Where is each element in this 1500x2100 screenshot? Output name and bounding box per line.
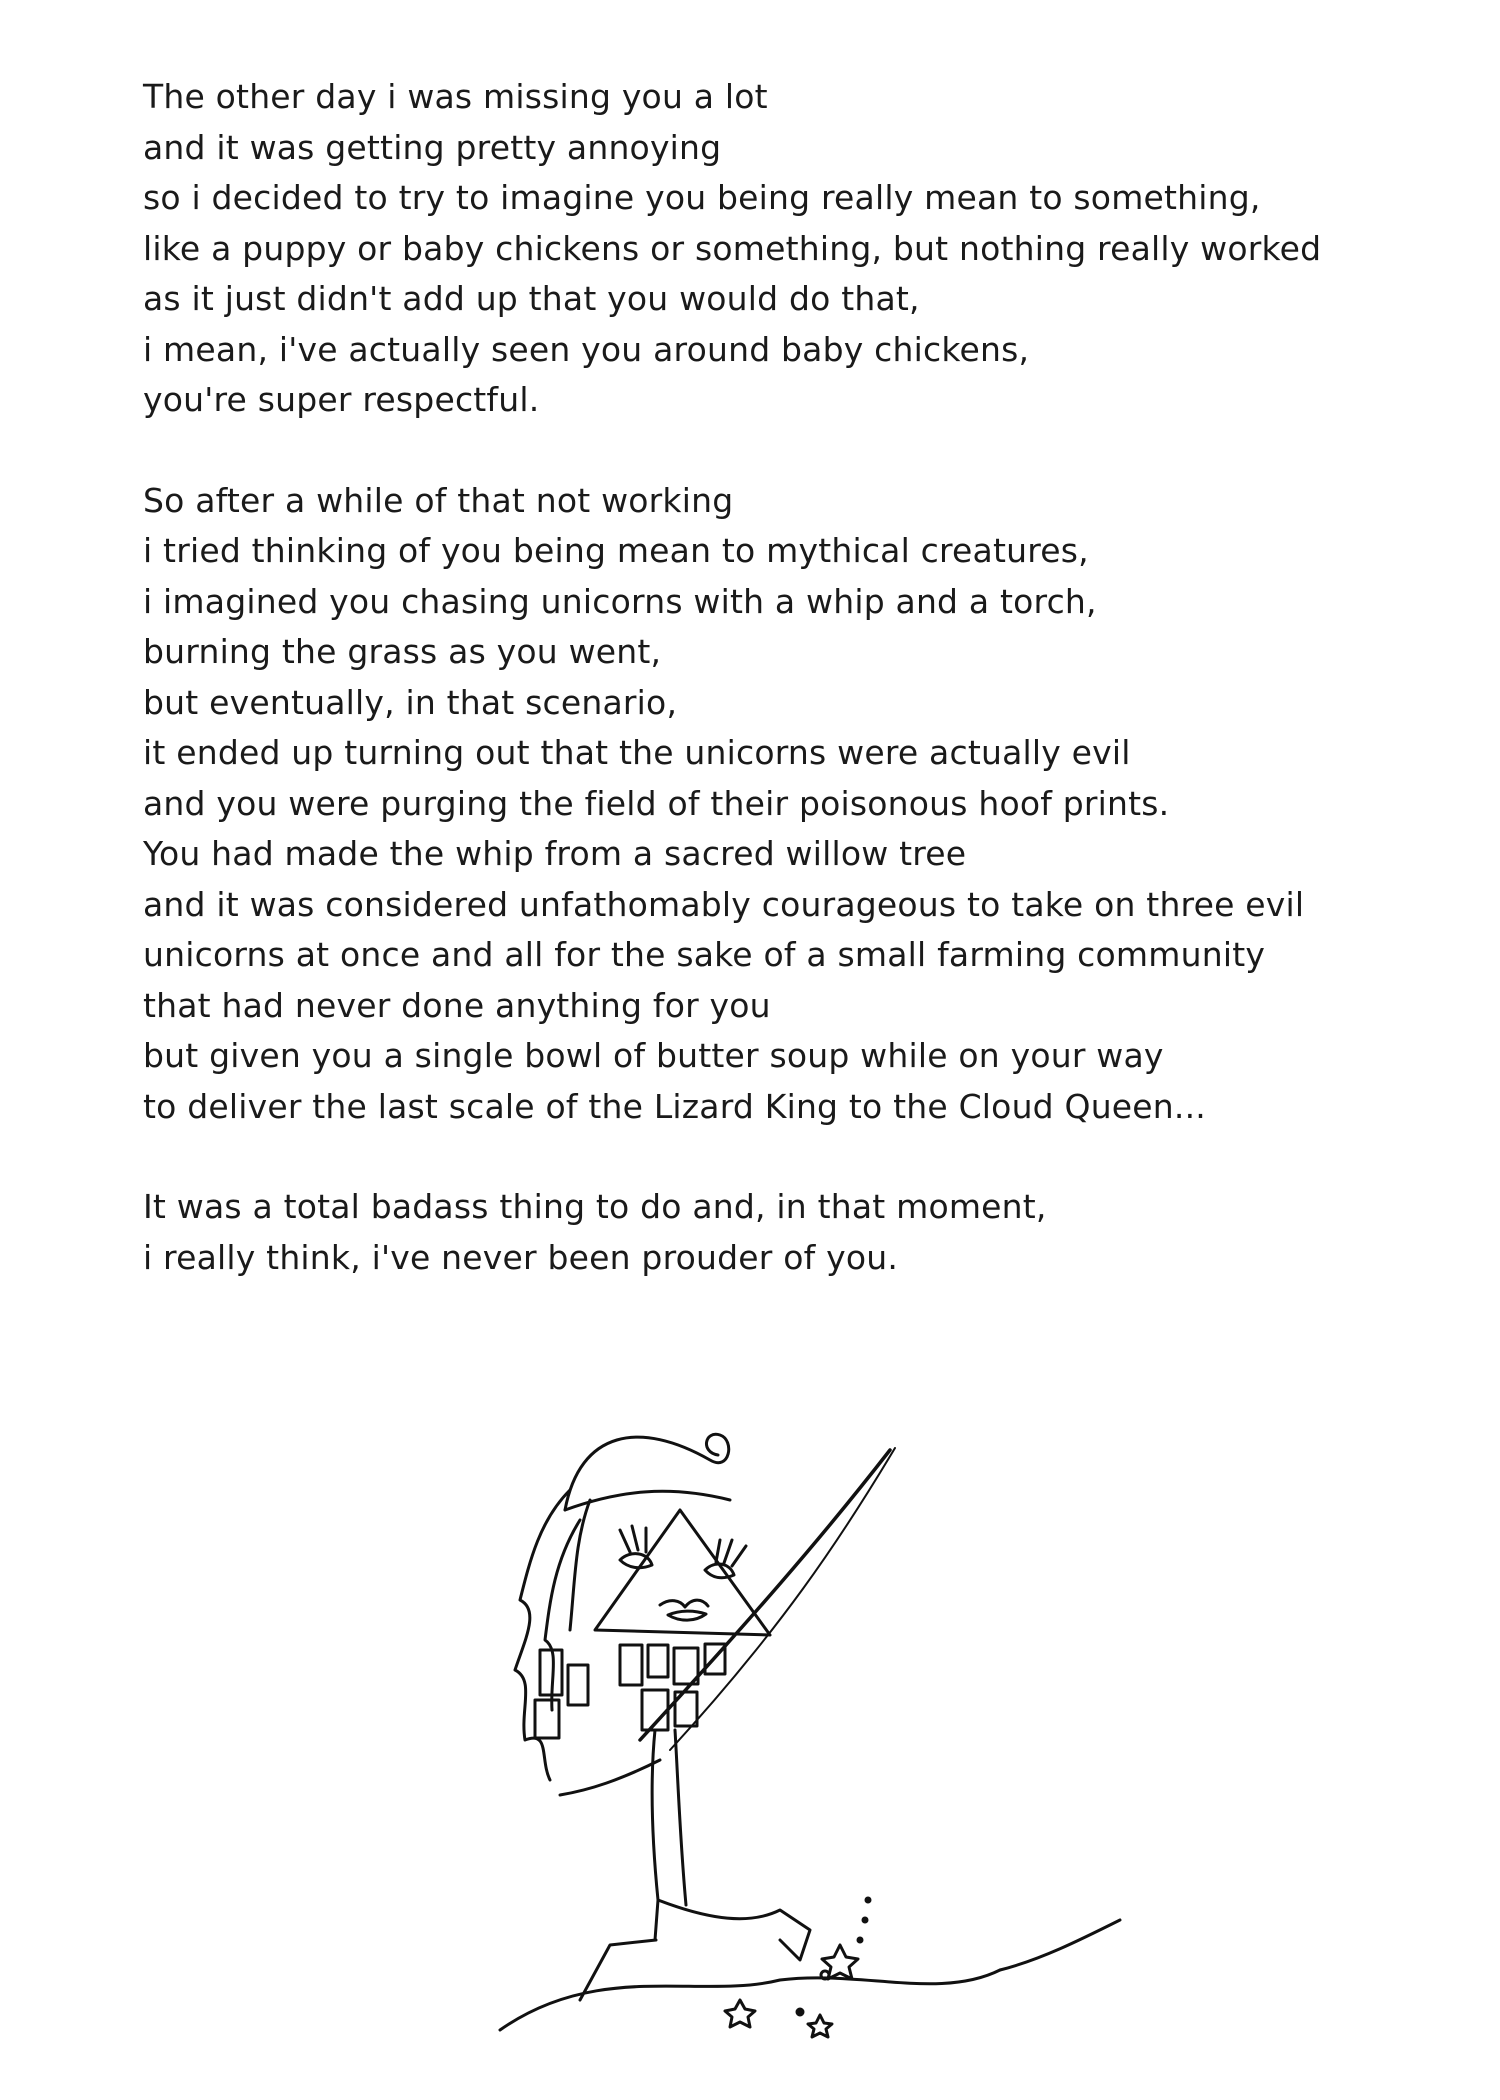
poem-line: as it just didn't add up that you would do that, [143, 279, 920, 318]
stanza-3 [143, 1182, 1483, 1283]
ink-illustration [480, 1400, 1240, 2060]
poem-line: You had made the whip from a sacred willow tree [143, 834, 967, 873]
poem-line: like a puppy or baby chickens or something, but nothing really worked [143, 228, 1322, 268]
lips [668, 1611, 706, 1620]
left-eye [620, 1554, 652, 1568]
unicorn-hunter-drawing [480, 1400, 1240, 2060]
poem-line: and you were purging the field of their poisonous hoof prints. [143, 783, 1170, 823]
poem-line: i really think, i've never been prouder of you. [143, 1237, 899, 1277]
poem-line: to deliver the last scale of the Lizard King to the Cloud Queen... [143, 1086, 1206, 1126]
poem-line: that had never done anything for you [143, 985, 771, 1025]
stanza-1 [143, 72, 1483, 426]
poem-line: So after a while of that not working [143, 480, 734, 520]
stanza-2 [143, 476, 1483, 1133]
poem-text [143, 72, 1483, 1333]
poem-line: but given you a single bowl of butter soup while on your way [143, 1036, 1164, 1075]
poem-line: unicorns at once and all for the sake of a small farming community [143, 935, 1266, 974]
poem-line: you're super respectful. [143, 380, 540, 419]
poem-line: i imagined you chasing unicorns with a whip and a torch, [143, 581, 1097, 621]
poem-line: so i decided to try to imagine you being really mean to something, [143, 178, 1261, 217]
poem-line: and it was considered unfathomably courageous to take on three evil [143, 884, 1305, 924]
star-icon [808, 2015, 832, 2037]
poem-line: It was a total badass thing to do and, in that moment, [143, 1187, 1047, 1226]
whip [640, 1450, 890, 1740]
star-icon [725, 2000, 755, 2027]
poem-line: The other day i was missing you a lot [143, 77, 768, 116]
mustache [660, 1600, 708, 1607]
poem-line: i tried thinking of you being mean to mythical creatures, [143, 531, 1089, 570]
poem-line: it ended up turning out that the unicorns were actually evil [143, 733, 1131, 772]
poem-line: burning the grass as you went, [143, 632, 662, 671]
poem-line: i mean, i've actually seen you around baby chickens, [143, 329, 1030, 369]
legs [658, 1900, 810, 1960]
face-shape [595, 1510, 770, 1635]
poem-line: and it was getting pretty annoying [143, 127, 722, 167]
poem-line: but eventually, in that scenario, [143, 682, 678, 722]
